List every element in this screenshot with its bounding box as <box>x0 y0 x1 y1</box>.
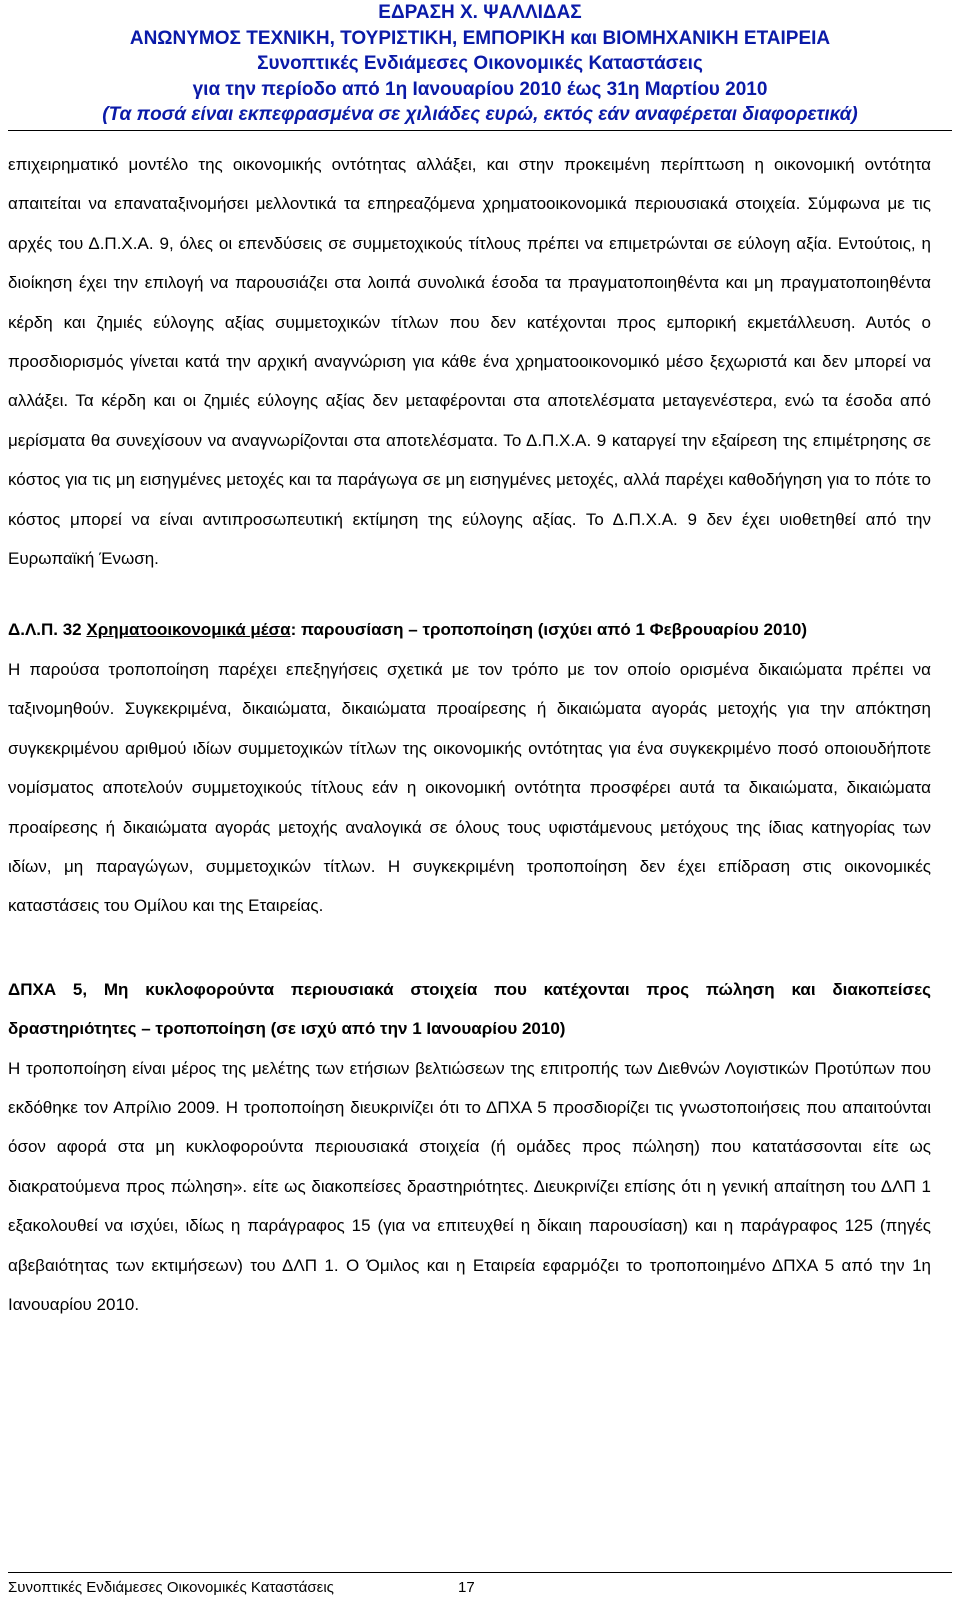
report-title: Συνοπτικές Ενδιάμεσες Οικονομικές Καταστάσεις <box>257 53 703 74</box>
paragraph-ifrs5: Η τροποποίηση είναι μέρος της μελέτης των ετήσιων βελτιώσεων της επιτροπής των Διεθνών Λογιστικών Προτύπων που εκδόθηκε τον Απρίλιο 2009. Η τροποποίηση διευκρινίζει ότι το ΔΠΧΑ 5 προσδιορίζει τις γνωστοποιήσεις που απαιτούνται όσον αφορά στα μη κυκλοφορούντα περιουσιακά στοιχεία (ή ομάδες προς πώληση) που κατατάσσονται είτε ως διακρατούμενα προς πώληση». είτε ως διακοπείσες δραστηριότητες. Διευκρινίζει επίσης ότι η γενική απαίτηση του ΔΛΠ 1 εξακολουθεί να ισχύει, ιδίως η παράγραφος 15 (για να επιτευχθεί η δίκαιη παρουσίαση) και η παράγραφος 125 (πηγές αβεβαιότητας των εκτιμήσεων) του ΔΛΠ 1. Ο Όμιλος και η Εταιρεία εφαρμόζει το τροποποιημένο ΔΠΧΑ 5 από την 1η Ιανουαρίου 2010. <box>8 1058 931 1314</box>
spacer <box>8 926 931 970</box>
footer-title: Συνοπτικές Ενδιάμεσες Οικονομικές Καταστάσεις <box>8 1579 334 1596</box>
paragraph-ias32: Η παρούσα τροποποίηση παρέχει επεξηγήσεις σχετικά με τον τρόπο με τον οποίο ορισμένα δικαιώματα πρέπει να ταξινομηθούν. Συγκεκριμένα, δικαιώματα, δικαιώματα προαίρεσης ή δικαιώματα αγοράς μετοχής για την απόκτηση συγκεκριμένου αριθμού ιδίων συμμετοχικών τίτλων της οικονομικής οντότητας για ένα συγκεκριμένο ποσό οποιουδήποτε νομίσματος αποτελούν συμμετοχικούς τίτλους εάν η οικονομική οντότητα προσφέρει αυτά τα δικαιώματα, δικαιώματα προαίρεσης ή δικαιώματα αγοράς μετοχής αναλογικά σε όλους τους υφιστάμενους μετόχους της ίδιας κατηγορίας των ιδίων, μη παραγώγων, συμμετοχικών τίτλων. Η συγκεκριμένη τροποποίηση δεν έχει επίδραση στις οικονομικές καταστάσεις του Ομίλου και της Εταιρείας. <box>8 659 931 916</box>
company-short-name: ΕΔΡΑΣΗ Χ. ΨΑΛΛΙΔΑΣ <box>378 2 582 23</box>
heading-ias32-prefix: Δ.Λ.Π. 32 <box>8 620 87 640</box>
heading-ifrs5: ΔΠΧΑ 5, Μη κυκλοφορούντα περιουσιακά στοιχεία που κατέχονται προς πώληση και διακοπείσες δραστηριότητες – τροποποίηση (σε ισχύ από την 1 Ιανουαρίου 2010) <box>8 979 931 1039</box>
report-period: για την περίοδο από 1η Ιανουαρίου 2010 έως 31η Μαρτίου 2010 <box>192 78 768 100</box>
footer-divider <box>8 1572 952 1573</box>
page-number: 17 <box>458 1579 475 1596</box>
heading-ias32-rest: : παρουσίαση – τροποποίηση (ισχύει από 1 Φεβρουαρίου 2010) <box>290 620 808 640</box>
company-full-name: ΑΝΩΝΥΜΟΣ ΤΕΧΝΙΚΗ, ΤΟΥΡΙΣΤΙΚΗ, ΕΜΠΟΡΙΚΗ και ΒΙΟΜΗΧΑΝΙΚΗ ΕΤΑΙΡΕΙΑ <box>129 27 831 49</box>
currency-note: (Τα ποσά είναι εκπεφρασμένα σε χιλιάδες ευρώ, εκτός εάν αναφέρεται διαφορετικά) <box>102 104 858 125</box>
paragraph-ifrs9: επιχειρηματικό μοντέλο της οικονομικής οντότητας αλλάξει, και στην προκειμένη περίπτωση η οικονομική οντότητα απαιτείται να επαναταξινομήσει μελλοντικά τα επηρεαζόμενα χρηματοοικονομικά περιουσιακά στοιχεία. Σύμφωνα με τις αρχές του Δ.Π.Χ.Α. 9, όλες οι επενδύσεις σε συμμετοχικούς τίτλους πρέπει να επιμετρώνται σε εύλογη αξία. Εντούτοις, η διοίκηση έχει την επιλογή να παρουσιάζει στα λοιπά συνολικά έσοδα τα πραγματοποιηθέντα και μη πραγματοποιηθέντα κέρδη και ζημιές εύλογης αξίας συμμετοχικών τίτλων που δεν κατέχονται προς εμπορική εκμετάλλευση. Αυτός ο προσδιορισμός γίνεται κατά την αρχική αναγνώριση για κάθε ένα χρηματοοικονομικό μέσο ξεχωριστά και δεν μπορεί να αλλάξει. Τα κέρδη και οι ζημιές εύλογης αξίας δεν μεταφέρονται στα αποτελέσματα μεταγενέστερα, ενώ τα έσοδα από μερίσματα θα συνεχίσουν να αναγνωρίζονται στα αποτελέσματα. Το Δ.Π.Χ.Α. 9 καταργεί την εξαίρεση της επιμέτρησης σε κόστος για τις μη εισηγμένες μετοχές και τα παράγωγα σε μη εισηγμένες μετοχές, αλλά παρέχει καθοδήγηση για το πότε το κόστος μπορεί να είναι αντιπροσωπευτική εκτίμηση της εύλογης αξίας. Το Δ.Π.Χ.Α. 9 δεν έχει υιοθετηθεί από την Ευρωπαϊκή Ένωση. <box>8 155 931 569</box>
heading-ias32 <box>8 610 931 649</box>
spacer <box>8 578 931 610</box>
page-header <box>0 0 960 128</box>
header-divider <box>8 130 952 131</box>
heading-ias32-underlined: Χρηματοοικονομικά μέσα <box>86 620 291 640</box>
document-body <box>8 145 931 1324</box>
